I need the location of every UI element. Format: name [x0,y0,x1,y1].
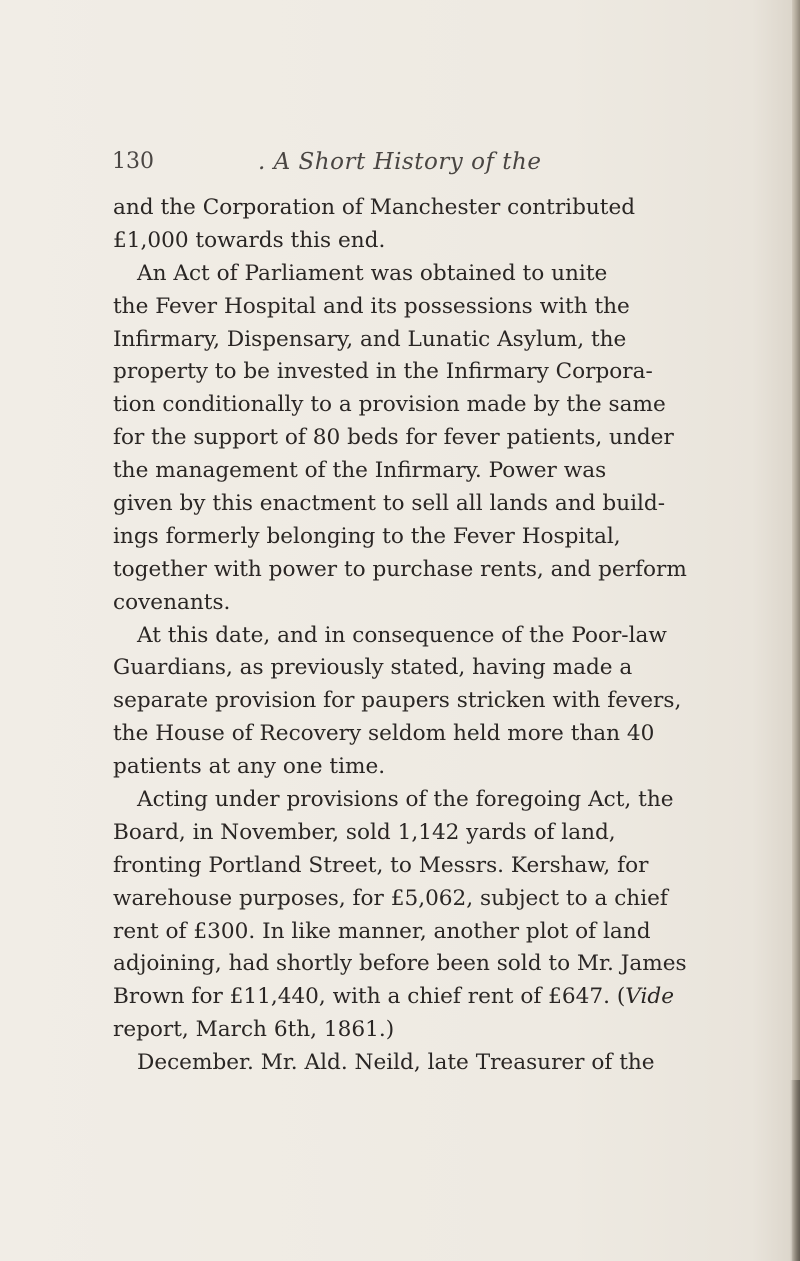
text-line: property to be invested in the Infirmary Corpora- [113,359,653,385]
text-line: Infirmary, Dispensary, and Lunatic Asylum, the [113,326,627,352]
text-line: £1,000 towards this end. [113,227,386,253]
text-line: for the support of 80 beds for fever patients, under [113,425,674,451]
paragraph-start-line: At this date, and in consequence of the Poor-law [137,622,667,648]
text-line: Board, in November, sold 1,142 yards of land, [113,819,616,845]
paragraph-start-line: December. Mr. Ald. Neild, late Treasurer of the [137,1050,655,1076]
text-line: separate provision for paupers stricken with fevers, [113,688,682,714]
text-line: the House of Recovery seldom held more than 40 [113,721,655,747]
text-line [113,981,743,1014]
text-line: the management of the Infirmary. Power was [113,458,607,484]
text-line: Guardians, as previously stated, having made a [113,655,633,681]
text-line: the Fever Hospital and its possessions with the [113,293,630,319]
page-edge-shadow [790,1080,800,1261]
paragraph-start-line: Acting under provisions of the foregoing Act, the [137,787,674,813]
text-line: together with power to purchase rents, and perform [113,556,687,582]
text-line: tion conditionally to a provision made by the same [113,392,666,418]
text-line: adjoining, had shortly before been sold to Mr. James [113,951,687,977]
text-line: fronting Portland Street, to Messrs. Kershaw, for [113,852,649,878]
text-line: ings formerly belonging to the Fever Hospital, [113,523,621,549]
text-line: and the Corporation of Manchester contributed [113,195,636,220]
body-text [113,192,743,1080]
page-number: 130 [112,149,154,174]
running-title: . A Short History of the [258,149,542,175]
text-line: patients at any one time. [113,754,386,780]
text-line: covenants. [113,589,231,615]
text-line: warehouse purposes, for £5,062, subject to a chief [113,885,668,911]
page-edge [792,0,800,1261]
page-header [112,149,732,183]
text-line-part: Brown for £11,440, with a chief rent of £647. ( [113,984,626,1010]
text-line: given by this enactment to sell all lands and build- [113,491,666,517]
text-line: report, March 6th, 1861.) [113,1017,395,1043]
paragraph-start-line: An Act of Parliament was obtained to unite [137,260,608,286]
vide-italic: Vide [625,984,675,1010]
text-line: rent of £300. In like manner, another plot of land [113,918,651,944]
